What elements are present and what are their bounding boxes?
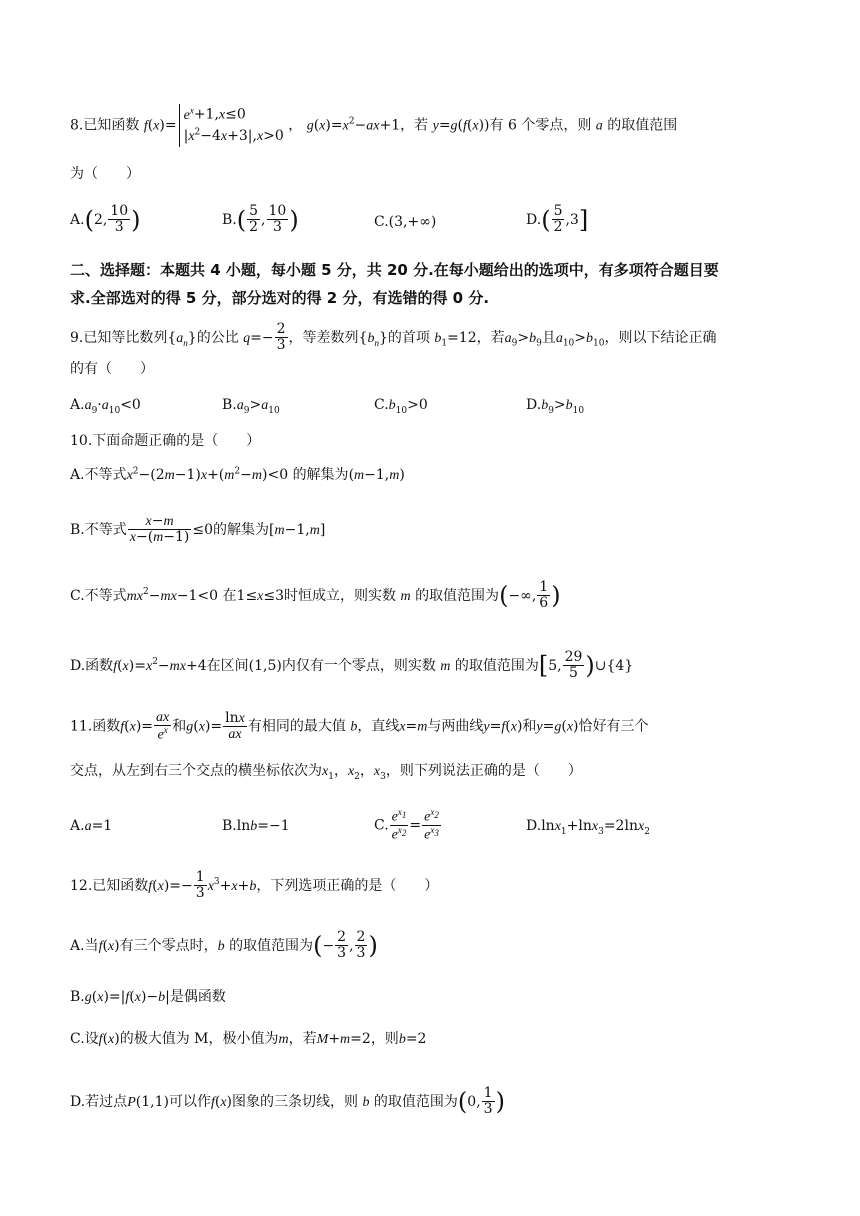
q11-option-d: D.lnx$_1$+lnx$_3$=2lnx$_2$ [526, 818, 650, 837]
q12-option-d: D.若过点P(1,1)可以作f(x)图象的三条切线，则 b 的取值范围为(0, $\frac{1}{3}$ ) [70, 1085, 505, 1118]
q11-option-a: A.a=1 [70, 818, 113, 834]
q8-option-c: C.(3,+∞) [374, 214, 437, 230]
section-2-heading-line2: 求.全部选对的得 5 分，部分选对的得 2 分，有选错的得 0 分. [70, 289, 490, 307]
q9-stem-cont: 的有（ ） [70, 361, 154, 377]
q12-stem: 12.已知函数f(x)=− $\frac{1}{3}$ $x^3+x+b$，下列选项正确的是（ ） [70, 869, 439, 902]
q8-stem-cont: 为（ ） [70, 166, 140, 182]
q10-stem: 10.下面命题正确的是（ ） [70, 433, 261, 449]
q11-option-b: B.lnb=−1 [222, 818, 290, 834]
q8-stem: 8.已知函数 $f(x)=e^x+1,x\le 0$ $|x^2-4x+3|,x>0$ ， $g(x)=x^2-ax+1$，若 y=g(f(x))有 6 个零点，则 a 的取值范围 [70, 104, 677, 147]
q10-option-c: C.不等式$mx^2-mx-1<0$ 在1≤x≤3时恒成立，则实数 m 的取值范围为(−∞, $\frac{1}{6}$ ) [70, 579, 561, 612]
q10-option-a: A.不等式$x^2-(2m-1)x+(m^2-m)<0$ 的解集为(m−1,m) [70, 466, 405, 483]
q12-option-a: A.当f(x)有三个零点时，b 的取值范围为(− $\frac{2}{3}$ , $\frac{2}{3}$ ) [70, 929, 378, 962]
q8-option-d: D.( $\frac{5}{2}$ ,3] [526, 203, 589, 236]
q11-stem-cont: 交点，从左到右三个交点的横坐标依次为$x_1$，$x_2$，$x_3$，则下列说法正确的是（ ） [70, 763, 582, 782]
q11-option-c: C. $\frac{e^{x_1}}{e^{x_2}}$ = $\frac{e^{x_2}}{e^{x_3}}$ [374, 807, 439, 843]
q9-option-d: $D.b_9>b_{10}$ [526, 397, 585, 416]
q8-option-a: A.(2, $\frac{10}{3}$ ) [70, 203, 141, 236]
q8-option-b: B.( $\frac{5}{2}$ , $\frac{10}{3}$ ) [222, 203, 299, 236]
q8-text-1: 8.已知函数 [70, 117, 140, 134]
q9-stem: 9.已知等比数列$\{a_n\}$的公比 q=− $\frac{2}{3}$ ，等差数列$\{b_n\}$的首项 $b_1=12$，若$a_9>b_9$且$a_{10}>b_{10}$，则以下结论正确 [70, 321, 717, 354]
q9-option-a: $A.a_9\cdot a_{10}<0$ [70, 397, 141, 416]
q12-option-c: C.设f(x)的极大值为 M，极小值为m，若M+m=2，则b=2 [70, 1031, 427, 1047]
q10-option-d: D.函数$f(x)=x^2-mx+4$在区间(1,5)内仅有一个零点，则实数 m 的取值范围为[5, $\frac{29}{5}$ )∪{4} [70, 649, 634, 682]
section-2-heading-line1: 二、选择题：本题共 4 小题，每小题 5 分，共 20 分.在每小题给出的选项中，有多项符合题目要 [70, 261, 719, 279]
q9-option-c: $C.b_{10}>0$ [374, 397, 428, 416]
q11-stem: 11.函数f(x)= $\frac{ax}{e^x}$ 和g(x)= $\frac{\ln x}{ax}$ 有相同的最大值 b，直线x=m与两曲线y=f(x)和y=g(x)恰好有三个 [70, 709, 649, 744]
q10-option-b: B.不等式 $\frac{x-m}{x-(m-1)}$ ≤0的解集为[m−1,m] [70, 513, 326, 546]
q8-piecewise: $e^x+1,x\le 0$ $|x^2-4x+3|,x>0$ [179, 104, 284, 147]
q9-option-b: $B.a_9>a_{10}$ [222, 397, 280, 416]
q12-option-b: B.g(x)=|f(x)−b|是偶函数 [70, 989, 226, 1005]
